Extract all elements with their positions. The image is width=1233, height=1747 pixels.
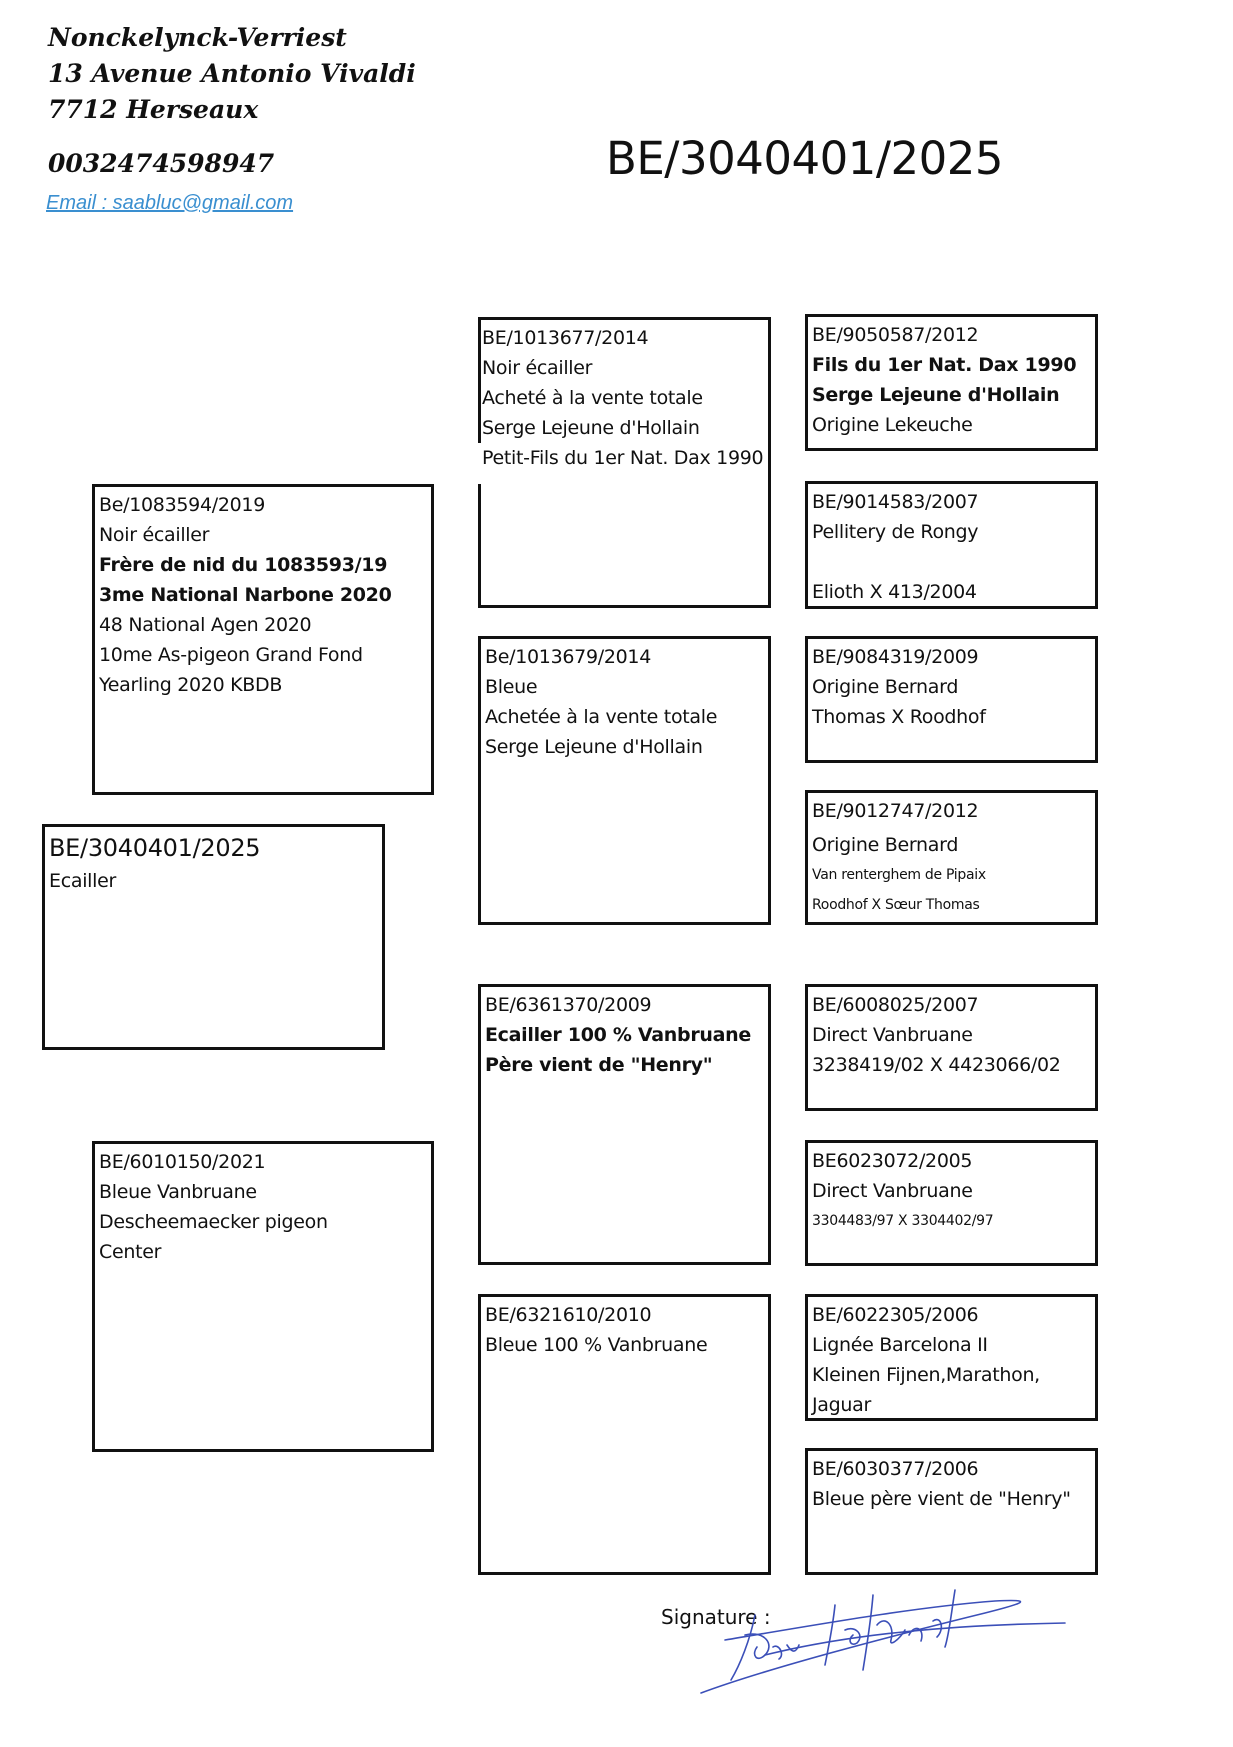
pgf-note: Serge Lejeune d'Hollain: [482, 417, 700, 439]
ggp-note: Serge Lejeune d'Hollain: [812, 384, 1060, 406]
mgf-note: Père vient de "Henry": [485, 1054, 713, 1076]
great-grandparent-box: [805, 481, 1098, 609]
subject-pigeon-box: [42, 824, 385, 1050]
handwritten-signature: [695, 1585, 1075, 1695]
ggp-ring: BE/9014583/2007: [812, 491, 979, 513]
breeder-name: Nonckelynck-Verriest: [48, 23, 347, 52]
ggp-ring: BE/6022305/2006: [812, 1304, 979, 1326]
mgf-color: Ecailler 100 % Vanbruane: [485, 1024, 751, 1046]
great-grandparent-box: [805, 1140, 1098, 1266]
ggp-ring: BE6023072/2005: [812, 1150, 973, 1172]
ggp-note: Kleinen Fijnen,Marathon,: [812, 1364, 1040, 1386]
ggp-ring: BE/6008025/2007: [812, 994, 979, 1016]
ggp-ring: BE/6030377/2006: [812, 1458, 979, 1480]
ggp-note: Direct Vanbruane: [812, 1024, 973, 1046]
ggp-note: 3238419/02 X 4423066/02: [812, 1054, 1061, 1076]
mother-ring: BE/6010150/2021: [99, 1151, 266, 1173]
mgf-ring: BE/6361370/2009: [485, 994, 652, 1016]
paternal-grandmother-box: [478, 636, 771, 925]
ggp-note: Origine Bernard: [812, 676, 959, 698]
father-note: Yearling 2020 KBDB: [99, 674, 283, 696]
mgm-ring: BE/6321610/2010: [485, 1304, 652, 1326]
ggp-ring: BE/9084319/2009: [812, 646, 979, 668]
father-note: 3me National Narbone 2020: [99, 584, 392, 606]
ggp-note: [812, 547, 1091, 577]
signature-label: Signature :: [661, 1605, 771, 1629]
great-grandparent-box: [805, 790, 1098, 925]
great-grandparent-box: [805, 1448, 1098, 1575]
father-note: 10me As-pigeon Grand Fond: [99, 644, 363, 666]
pgm-ring: Be/1013679/2014: [485, 646, 651, 668]
ggp-note: Elioth X 413/2004: [812, 581, 977, 603]
mother-note: Center: [99, 1241, 162, 1263]
maternal-grandfather-box: [478, 984, 771, 1265]
pgm-note: Achetée à la vente totale: [485, 706, 718, 728]
ggp-note: Origine Lekeuche: [812, 414, 973, 436]
ggp-ring: BE/9050587/2012: [812, 324, 979, 346]
ggp-note: Van renterghem de Pipaix: [812, 867, 986, 883]
mother-color: Bleue Vanbruane: [99, 1181, 257, 1203]
pgf-note: Petit-Fils du 1er Nat. Dax 1990: [478, 443, 764, 473]
father-box: [92, 484, 434, 795]
mother-box: [92, 1141, 434, 1452]
ggp-note: 3304483/97 X 3304402/97: [812, 1213, 994, 1229]
pgf-ring: BE/1013677/2014: [482, 327, 649, 349]
breeder-email-link[interactable]: Email : saabluc@gmail.com: [46, 192, 294, 214]
pgf-left-border-top: [478, 317, 481, 449]
breeder-phone: 0032474598947: [48, 149, 275, 178]
pgf-note: Acheté à la vente totale: [482, 387, 703, 409]
ggp-note: Lignée Barcelona II: [812, 1334, 988, 1356]
subject-ring: BE/3040401/2025: [49, 834, 261, 862]
ggp-note: Origine Bernard: [812, 834, 959, 856]
great-grandparent-box: [805, 1294, 1098, 1421]
mother-note: Descheemaecker pigeon: [99, 1211, 328, 1233]
pgm-color: Bleue: [485, 676, 538, 698]
pgf-color: Noir écailler: [482, 357, 593, 379]
ggp-note: Direct Vanbruane: [812, 1180, 973, 1202]
father-color: Noir écailler: [99, 524, 210, 546]
ggp-note: Thomas X Roodhof: [812, 706, 986, 728]
breeder-city: 7712 Herseaux: [48, 95, 259, 124]
great-grandparent-box: [805, 984, 1098, 1111]
maternal-grandmother-box: [478, 1294, 771, 1575]
breeder-street: 13 Avenue Antonio Vivaldi: [48, 59, 416, 88]
ggp-note: Pellitery de Rongy: [812, 521, 979, 543]
ggp-note: Roodhof X Sœur Thomas: [812, 897, 980, 913]
pgm-note: Serge Lejeune d'Hollain: [485, 736, 703, 758]
mgm-color: Bleue 100 % Vanbruane: [485, 1334, 708, 1356]
father-note: Frère de nid du 1083593/19: [99, 554, 388, 576]
great-grandparent-box: [805, 636, 1098, 763]
pigeon-ring-number-title: BE/3040401/2025: [606, 132, 1004, 185]
subject-color: Ecailler: [49, 870, 117, 892]
pgf-left-border-bottom: [478, 484, 481, 608]
ggp-ring: BE/9012747/2012: [812, 800, 979, 822]
ggp-note: Jaguar: [812, 1394, 872, 1416]
ggp-note: Fils du 1er Nat. Dax 1990: [812, 354, 1077, 376]
ggp-note: Bleue père vient de "Henry": [812, 1488, 1071, 1510]
father-ring: Be/1083594/2019: [99, 494, 265, 516]
great-grandparent-box: [805, 314, 1098, 451]
paternal-grandfather-box: [478, 317, 771, 608]
father-note: 48 National Agen 2020: [99, 614, 312, 636]
